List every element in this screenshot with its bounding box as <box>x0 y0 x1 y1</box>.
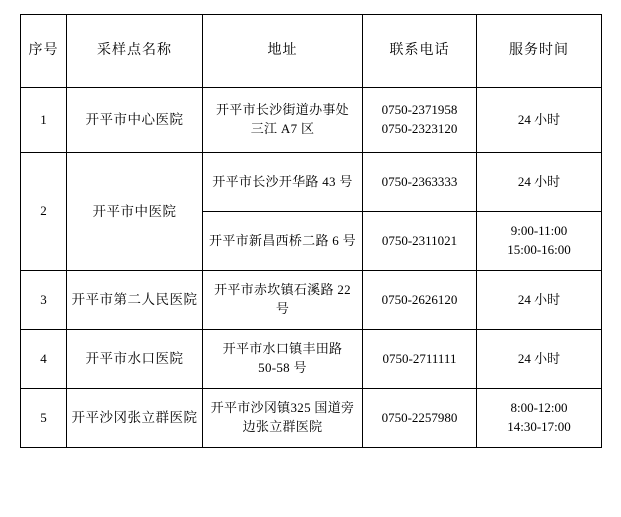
time-line: 14:30-17:00 <box>507 419 571 434</box>
site-address <box>203 212 363 271</box>
phone-line: 0750-2626120 <box>381 291 458 307</box>
address-line: 号 <box>275 301 290 316</box>
table-header <box>21 15 602 88</box>
column-header-time: 服务时间 <box>477 15 602 88</box>
sampling-points-table <box>20 14 602 448</box>
site-address <box>203 153 363 212</box>
address-line: 50-58 号 <box>258 360 307 375</box>
site-phone <box>363 330 477 389</box>
service-time <box>477 389 602 448</box>
site-name: 开平沙冈张立群医院 <box>67 389 203 448</box>
time-line: 24 小时 <box>517 291 561 307</box>
row-number: 2 <box>21 153 67 271</box>
address-line: 开平市新昌西桥二路 6 号 <box>209 232 356 248</box>
address-line: 边张立群医院 <box>242 419 323 434</box>
site-address <box>203 271 363 330</box>
column-header-address: 地址 <box>203 15 363 88</box>
phone-line: 0750-2311021 <box>381 232 458 248</box>
service-time <box>477 330 602 389</box>
site-address <box>203 88 363 153</box>
address-line: 开平市水口镇丰田路 <box>222 341 343 357</box>
table-body <box>21 88 602 448</box>
site-name: 开平市中医院 <box>67 153 203 271</box>
table-row <box>21 389 602 448</box>
site-name: 开平市第二人民医院 <box>67 271 203 330</box>
site-phone <box>363 153 477 212</box>
column-header-phone: 联系电话 <box>363 15 477 88</box>
table-row <box>21 271 602 330</box>
site-name: 开平市水口医院 <box>67 330 203 389</box>
time-line: 24 小时 <box>517 350 561 366</box>
time-line: 24 小时 <box>517 173 561 189</box>
address-line: 开平市沙冈镇325 国道旁 <box>210 400 355 416</box>
row-number: 1 <box>21 88 67 153</box>
address-line: 开平市长沙开华路 43 号 <box>212 173 353 189</box>
table-header-row <box>21 15 602 88</box>
address-line: 三江 A7 区 <box>250 121 315 136</box>
time-line: 9:00-11:00 <box>510 223 568 239</box>
column-header-name: 采样点名称 <box>67 15 203 88</box>
document-page <box>0 14 621 517</box>
service-time <box>477 153 602 212</box>
service-time <box>477 88 602 153</box>
site-phone <box>363 271 477 330</box>
address-line: 开平市赤坎镇石溪路 22 <box>214 282 351 298</box>
time-line: 15:00-16:00 <box>507 242 571 257</box>
time-line: 24 小时 <box>517 111 561 127</box>
site-phone <box>363 389 477 448</box>
site-address <box>203 389 363 448</box>
phone-line: 0750-2371958 <box>381 102 458 118</box>
phone-line: 0750-2323120 <box>381 121 458 136</box>
row-number: 3 <box>21 271 67 330</box>
site-phone <box>363 88 477 153</box>
table-row <box>21 88 602 153</box>
site-address <box>203 330 363 389</box>
phone-line: 0750-2257980 <box>381 409 458 425</box>
address-line: 开平市长沙街道办事处 <box>215 102 349 118</box>
time-line: 8:00-12:00 <box>510 400 568 416</box>
column-header-no: 序号 <box>21 15 67 88</box>
table-row <box>21 153 602 212</box>
row-number: 5 <box>21 389 67 448</box>
site-name: 开平市中心医院 <box>67 88 203 153</box>
service-time <box>477 212 602 271</box>
service-time <box>477 271 602 330</box>
table-row <box>21 330 602 389</box>
row-number: 4 <box>21 330 67 389</box>
phone-line: 0750-2711111 <box>382 350 457 366</box>
site-phone <box>363 212 477 271</box>
phone-line: 0750-2363333 <box>381 173 458 189</box>
